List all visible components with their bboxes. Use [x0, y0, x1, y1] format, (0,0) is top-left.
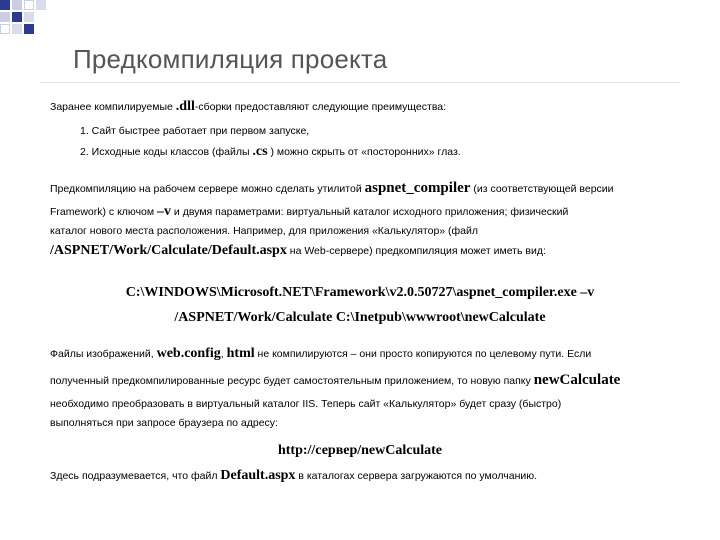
webconfig-code: web.config: [156, 346, 221, 361]
paragraph-files-line: [50, 347, 591, 361]
paragraph-compiler-line: [50, 205, 568, 219]
text-segment: Файлы изображений,: [50, 348, 157, 360]
list-item-1-text: 1. Сайт быстрее работает при первом запуске,: [80, 125, 310, 137]
paragraph-compiler-line: [50, 244, 546, 258]
deco-square: [12, 0, 22, 10]
server-url: http://сервер/newCalculate: [277, 443, 443, 458]
text-segment: и двумя параметрами: виртуальный каталог исходного приложения; физический: [171, 206, 569, 218]
deco-square: [0, 12, 10, 22]
cs-code: .cs: [252, 144, 268, 159]
deco-square: [12, 12, 22, 22]
list-item: [80, 145, 461, 159]
text-segment: каталог нового места расположения. Например, для приложения «Калькулятор» (файл: [50, 225, 479, 237]
paragraph-intro: [50, 100, 446, 114]
decorative-square-grid: [0, 0, 60, 40]
text-segment: в каталогах сервера загружаются по умолчанию.: [295, 470, 538, 482]
deco-square: [12, 24, 22, 34]
newcalculate-code: newCalculate: [533, 372, 621, 388]
text-segment: Предкомпиляцию на рабочем сервере можно сделать утилитой: [50, 183, 365, 195]
intro-text-end: -сборки предоставляют следующие преимущества:: [194, 101, 447, 113]
command-line-2: /ASPNET/Work/Calculate C:\Inetpub\wwwroot\newCalculate: [174, 310, 546, 325]
paragraph-files-line: [50, 373, 620, 388]
text-segment: ,: [220, 348, 227, 360]
intro-text: Заранее компилируемые: [50, 101, 176, 113]
paragraph-compiler-line: [50, 181, 614, 196]
text-segment: не компилируются – они просто копируются по целевому пути. Если: [254, 348, 592, 360]
text-segment: Здесь подразумевается, что файл: [50, 470, 221, 482]
paragraph-compiler-line: [50, 224, 478, 238]
slide-title: Предкомпиляция проекта: [73, 44, 388, 74]
text-segment: полученный предкомпилированные ресурс будет самостоятельным приложением, то новую папку: [50, 375, 534, 387]
list-item: [80, 124, 309, 138]
text-segment: на Web-сервере) предкомпиляция может иметь вид:: [286, 245, 546, 257]
list-item-2-text: 2. Исходные коды классов (файлы: [80, 146, 253, 158]
deco-square: [0, 24, 10, 34]
paragraph-files-line: [50, 397, 561, 411]
deco-square: [0, 0, 10, 10]
paragraph-files-line: [50, 416, 278, 430]
text-segment: Framework) с ключом: [50, 206, 158, 218]
deco-square: [36, 0, 46, 10]
list-item-2-text-end: ) можно скрыть от «посторонних» глаз.: [267, 146, 461, 158]
deco-square: [24, 0, 34, 10]
deco-square: [24, 24, 34, 34]
default-aspx-code: Default.aspx: [220, 468, 296, 483]
path-code: /ASPNET/Work/Calculate/Default.aspx: [50, 243, 287, 258]
text-segment: (из соответствующей версии: [470, 183, 614, 195]
text-segment: выполняться при запросе браузера по адресу:: [50, 417, 278, 429]
compiler-code: aspnet_compiler: [364, 180, 471, 196]
switch-code: –v: [157, 204, 172, 219]
title-divider: [40, 82, 680, 83]
command-line-1: C:\WINDOWS\Microsoft.NET\Framework\v2.0.50727\aspnet_compiler.exe –v: [125, 285, 595, 300]
text-segment: необходимо преобразовать в виртуальный каталог IIS. Теперь сайт «Калькулятор» будет сразу (быстро): [50, 398, 562, 410]
deco-square: [24, 12, 34, 22]
html-code: html: [226, 346, 255, 361]
paragraph-default-line: [50, 469, 537, 483]
dll-code: .dll: [175, 99, 195, 114]
